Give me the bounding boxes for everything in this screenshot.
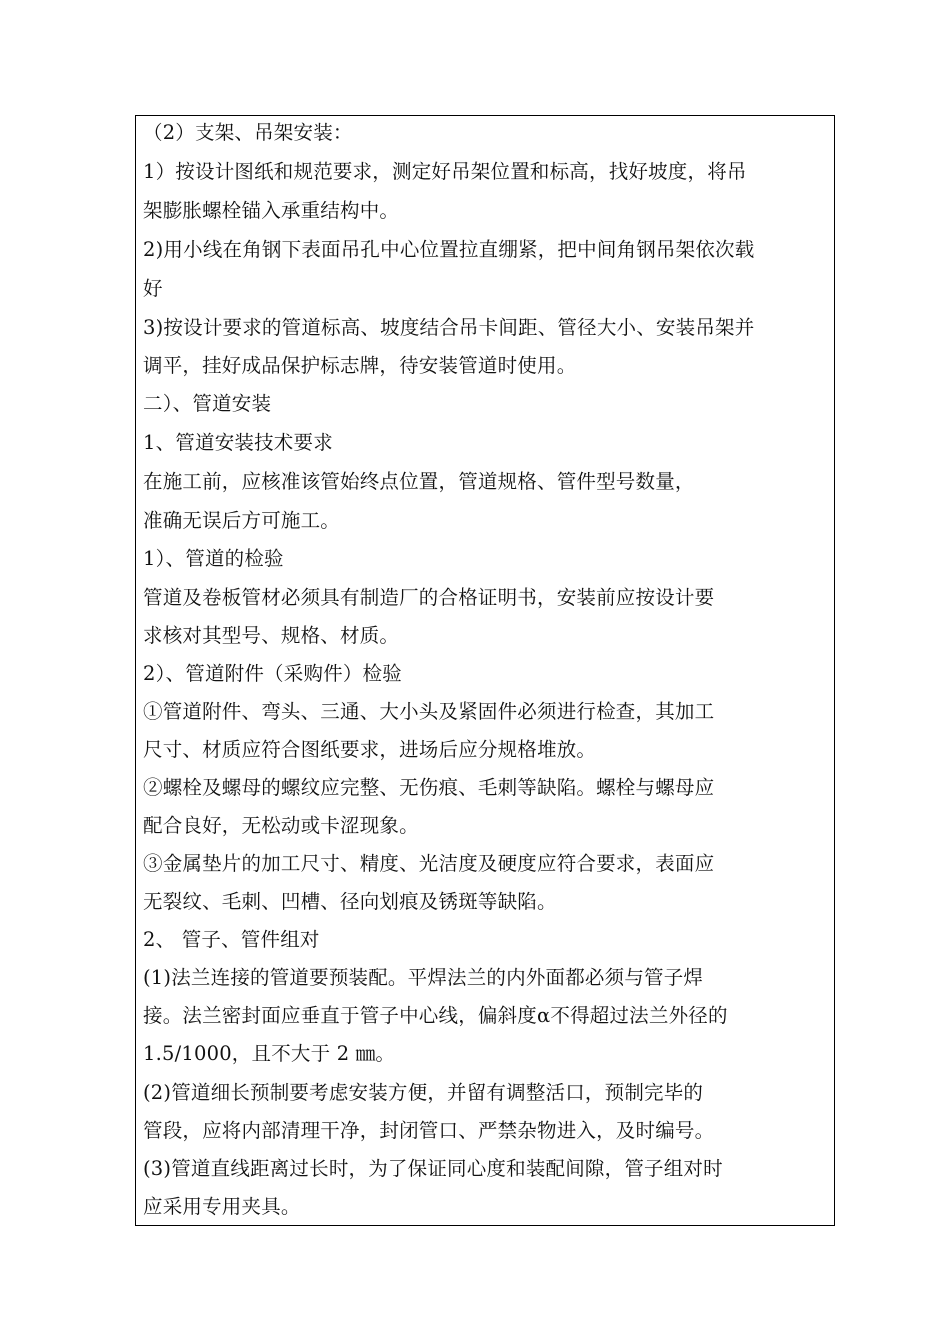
text-line: （2）支架、吊架安装： [143, 121, 353, 144]
text-line: 接。法兰密封面应垂直于管子中心线，偏斜度α不得超过法兰外径的 [143, 1004, 728, 1027]
text-line: ②螺栓及螺母的螺纹应完整、无伤痕、毛刺等缺陷。螺栓与螺母应 [143, 776, 715, 799]
section-heading: 二）、管道安装 [143, 392, 272, 415]
text-line: 架膨胀螺栓锚入承重结构中。 [143, 199, 400, 222]
subsection-heading: 1）、管道的检验 [143, 547, 284, 570]
text-line: 2)用小线在角钢下表面吊孔中心位置拉直绷紧，把中间角钢吊架依次载 [143, 238, 755, 261]
subsection-heading: 2、 管子、管件组对 [143, 928, 320, 951]
text-line: (1)法兰连接的管道要预装配。平焊法兰的内外面都必须与管子焊 [143, 966, 704, 989]
text-line: 1）按设计图纸和规范要求，测定好吊架位置和标高，找好坡度，将吊 [143, 160, 747, 183]
text-line: 3)按设计要求的管道标高、坡度结合吊卡间距、管径大小、安装吊架并 [143, 316, 755, 339]
text-line: 管段，应将内部清理干净，封闭管口、严禁杂物进入，及时编号。 [143, 1119, 715, 1142]
text-line: 管道及卷板管材必须具有制造厂的合格证明书，安装前应按设计要 [143, 586, 715, 609]
text-line: 好 [143, 277, 163, 300]
text-line: 应采用专用夹具。 [143, 1195, 301, 1218]
subsection-heading: 1、管道安装技术要求 [143, 431, 333, 454]
text-line: 求核对其型号、规格、材质。 [143, 624, 400, 647]
text-line: 配合良好，无松动或卡涩现象。 [143, 814, 419, 837]
text-line: 尺寸、材质应符合图纸要求，进场后应分规格堆放。 [143, 738, 597, 761]
text-line: 无裂纹、毛刺、凹槽、径向划痕及锈斑等缺陷。 [143, 890, 557, 913]
text-line: (2)管道细长预制要考虑安装方便，并留有调整活口，预制完毕的 [143, 1081, 704, 1104]
text-line: 1.5/1000，且不大于 2 ㎜。 [143, 1042, 396, 1065]
text-line: 准确无误后方可施工。 [143, 509, 341, 532]
text-line: ③金属垫片的加工尺寸、精度、光洁度及硬度应符合要求，表面应 [143, 852, 715, 875]
text-line: 调平，挂好成品保护标志牌，待安装管道时使用。 [143, 354, 577, 377]
text-line: 在施工前，应核准该管始终点位置，管道规格、管件型号数量， [143, 470, 695, 493]
text-line: (3)管道直线距离过长时，为了保证同心度和装配间隙，管子组对时 [143, 1157, 723, 1180]
text-line: ①管道附件、弯头、三通、大小头及紧固件必须进行检查，其加工 [143, 700, 715, 723]
subsection-heading: 2）、管道附件（采购件）检验 [143, 662, 402, 685]
